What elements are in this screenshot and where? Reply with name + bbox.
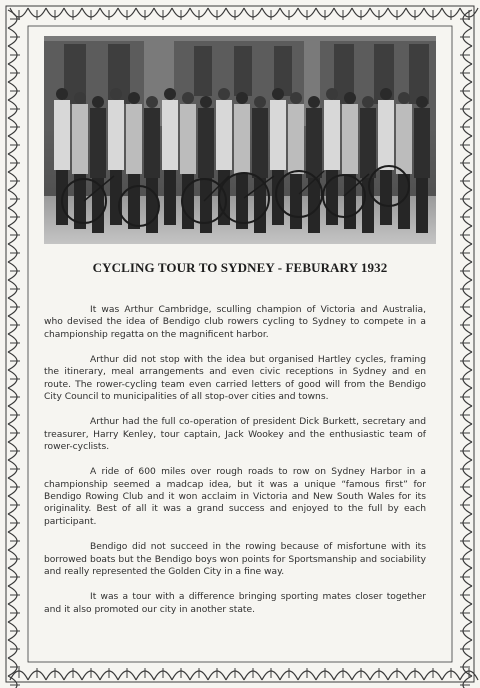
- article-body: [44, 304, 426, 629]
- paragraph: Bendigo did not succeed in the rowing because of misfortune with its borrowed boats but the Bendigo boys won points for Sportsmanship and sociability and really represented the Golden City in a fine way.: [44, 542, 426, 577]
- paragraph: Arthur had the full co-operation of president Dick Burkett, secretary and treasurer, Harry Kenley, tour captain, Jack Wookey and the enthusiastic team of rower-cyclists.: [44, 417, 426, 453]
- paragraph: Arthur did not stop with the idea but organised Hartley cycles, framing the itinerary, meal arrangements and even civic receptions in Sydney and en route. The rower-cycling team even carried letters of good will from the Bendigo City Council to municipalities of all stop-over cities and towns.: [44, 355, 426, 403]
- paragraph: It was a tour with a difference bringing sporting mates closer together and it also promoted our city in another state.: [44, 592, 426, 615]
- page-title: CYCLING TOUR TO SYDNEY - FEBURARY 1932: [92, 260, 388, 275]
- paragraph: It was Arthur Cambridge, sculling champion of Victoria and Australia, who devised the idea of Bendigo club rowers cycling to Sydney to compete in a championship regatta on the magnificent harbor.: [44, 305, 426, 340]
- photo-illustration: [44, 36, 436, 244]
- paragraph: A ride of 600 miles over rough roads to row on Sydney Harbor in a championship seemed a madcap idea, but it was a unique “famous first” for Bendigo Rowing Club and it won acclaim in Victoria and New South Wales for its originality. Best of all it was a grand success and enjoyed to the full by each participant.: [44, 467, 426, 527]
- group-of-cyclists-photo: [44, 36, 436, 244]
